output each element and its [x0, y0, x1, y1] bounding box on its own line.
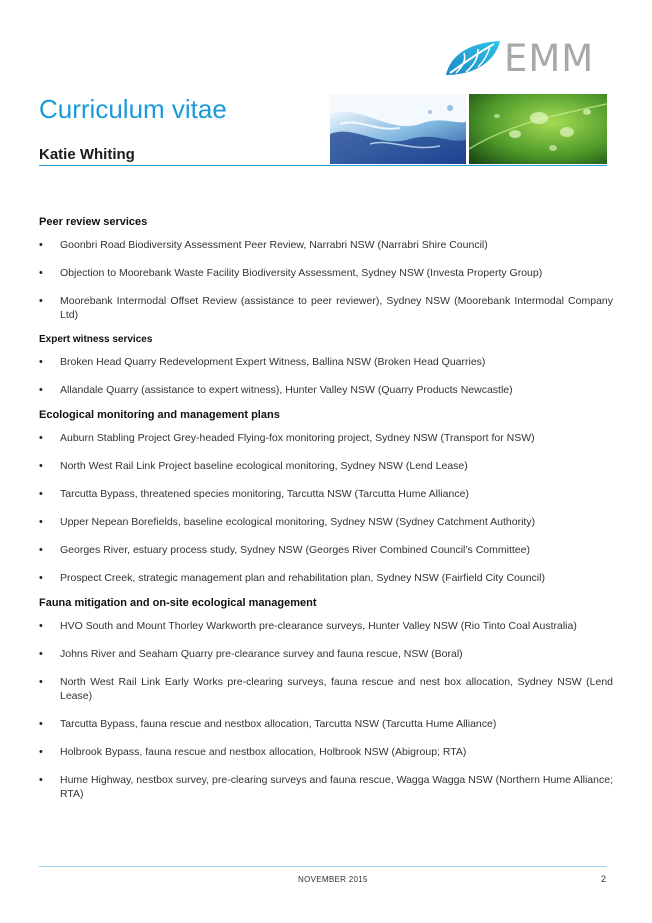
list-item: • Tarcutta Bypass, fauna rescue and nestbox allocation, Tarcutta NSW (Tarcutta Hume Alliance): [39, 717, 613, 731]
list-item: • Allandale Quarry (assistance to expert witness), Hunter Valley NSW (Quarry Products Newcastle): [39, 383, 613, 397]
cv-content: [39, 216, 613, 815]
header-divider: [39, 165, 607, 166]
page-number: 2: [601, 874, 607, 884]
person-name: Katie Whiting: [39, 146, 135, 163]
section-expert-witness: [39, 334, 613, 397]
section-heading: Expert witness services: [39, 334, 153, 345]
list-item: • Broken Head Quarry Redevelopment Expert Witness, Ballina NSW (Broken Head Quarries): [39, 355, 613, 369]
list-item: • Prospect Creek, strategic management plan and rehabilitation plan, Sydney NSW (Fairfield City Council): [39, 571, 613, 585]
logo-text: EMM: [504, 36, 595, 80]
list-item: • HVO South and Mount Thorley Warkworth pre-clearance surveys, Hunter Valley NSW (Rio Tinto Coal Australia): [39, 619, 613, 633]
list-item: • Upper Nepean Borefields, baseline ecological monitoring, Sydney NSW (Sydney Catchment Authority): [39, 515, 613, 529]
list-item: • Auburn Stabling Project Grey-headed Flying-fox monitoring project, Sydney NSW (Transport for NSW): [39, 431, 613, 445]
footer-divider: [39, 866, 607, 867]
list-item: • Georges River, estuary process study, Sydney NSW (Georges River Combined Council’s Committee): [39, 543, 613, 557]
list-item: • Objection to Moorebank Waste Facility Biodiversity Assessment, Sydney NSW (Investa Property Group): [39, 266, 613, 280]
section-heading: Fauna mitigation and on-site ecological management: [39, 597, 317, 609]
emm-logo: [444, 38, 612, 78]
list-item: • Goonbri Road Biodiversity Assessment Peer Review, Narrabri NSW (Narrabri Shire Council): [39, 238, 613, 252]
page-title: Curriculum vitae: [39, 94, 227, 124]
list-item: • Tarcutta Bypass, threatened species monitoring, Tarcutta NSW (Tarcutta Hume Alliance): [39, 487, 613, 501]
section-fauna-mitigation: [39, 597, 613, 801]
section-heading: Ecological monitoring and management plans: [39, 409, 280, 421]
list-item: • Holbrook Bypass, fauna rescue and nestbox allocation, Holbrook NSW (Abigroup; RTA): [39, 745, 613, 759]
section-monitoring: [39, 409, 613, 585]
list-item: • North West Rail Link Project baseline ecological monitoring, Sydney NSW (Lend Lease): [39, 459, 613, 473]
list-item: • North West Rail Link Early Works pre-clearing surveys, fauna rescue and nest box allocation, Sydney NSW (Lend Lease): [39, 675, 613, 703]
list-item: • Johns River and Seaham Quarry pre-clearance survey and fauna rescue, NSW (Boral): [39, 647, 613, 661]
leaf-logo-icon: [444, 39, 502, 77]
section-peer-review: [39, 216, 613, 322]
list-item: • Moorebank Intermodal Offset Review (assistance to peer reviewer), Sydney NSW (Moorebank Intermodal Company Ltd): [39, 294, 613, 322]
list-item: • Hume Highway, nestbox survey, pre-clearing surveys and fauna rescue, Wagga Wagga NSW (Northern Hume Alliance; RTA): [39, 773, 613, 801]
green-leaf-droplets-image: [469, 94, 607, 164]
footer-date: NOVEMBER 2015: [298, 875, 368, 884]
section-heading: Peer review services: [39, 216, 148, 228]
water-splash-image: [330, 94, 466, 164]
